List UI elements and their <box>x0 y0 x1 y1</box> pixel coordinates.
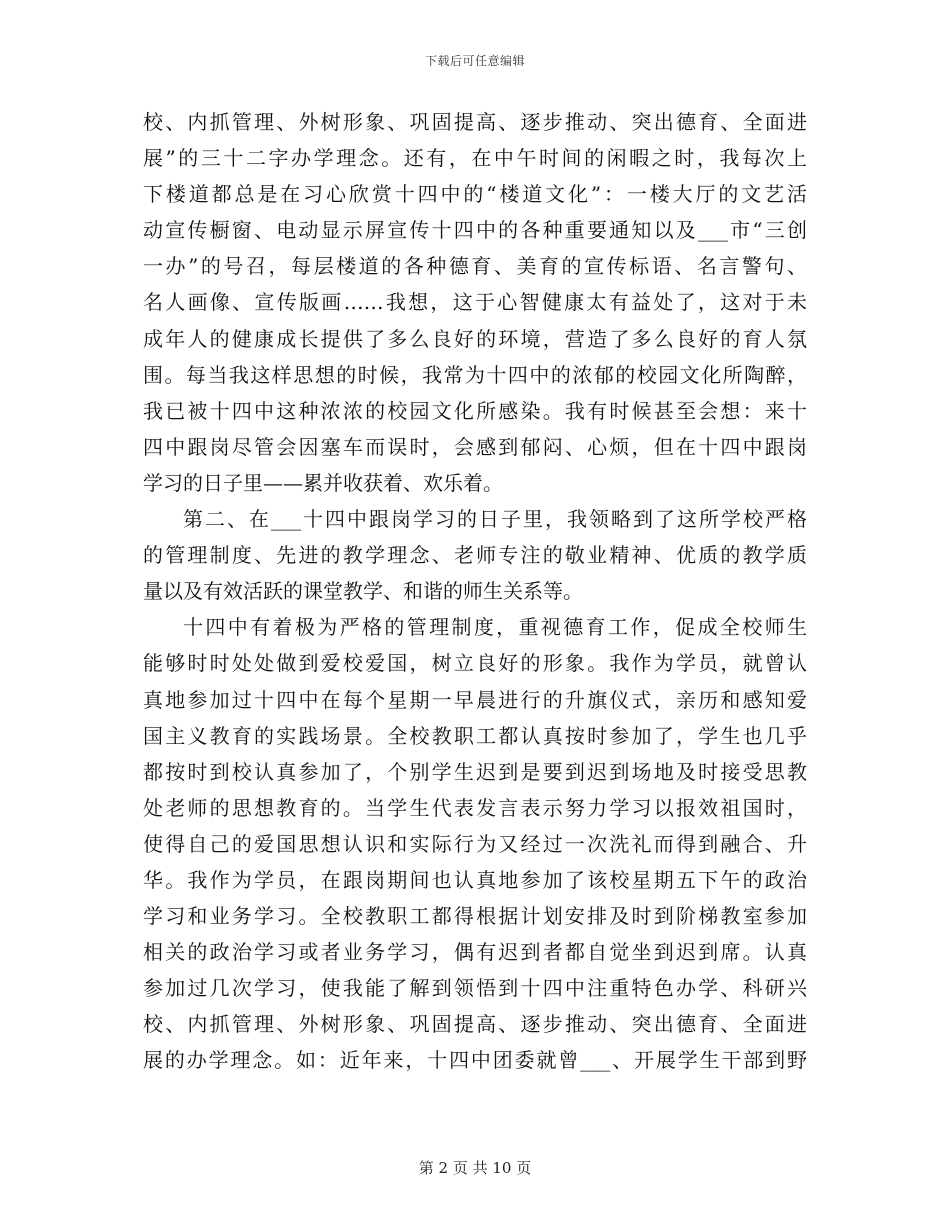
text-line: 展”的三十二字办学理念。还有，在中午时间的闲暇之时，我每次上 <box>143 146 807 171</box>
text-line: 都按时到校认真参加了，个别学生迟到是要到迟到场地及时接受思教 <box>143 759 807 784</box>
header-note: 下载后可任意编辑 <box>424 54 525 68</box>
text-line: 围。每当我这样思想的时候，我常为十四中的浓郁的校园文化所陶醉， <box>143 362 807 387</box>
page-number: 第 2 页 共 10 页 <box>418 1159 532 1177</box>
text-line: 华。我作为学员，在跟岗期间也认真地参加了该校星期五下午的政治 <box>143 867 807 892</box>
text-line: 一办”的号召，每层楼道的各种德育、美育的宣传标语、名言警句、 <box>143 254 807 279</box>
text-line: 展的办学理念。如：近年来，十四中团委就曾___、开展学生干部到野 <box>143 1048 807 1073</box>
text-line: 学习和业务学习。全校教职工都得根据计划安排及时到阶梯教室参加 <box>143 904 807 929</box>
page-footer <box>0 1157 950 1178</box>
text-line: 成年人的健康成长提供了多么良好的环境，营造了多么良好的育人氛 <box>143 326 807 351</box>
text-line: 第二、在___十四中跟岗学习的日子里，我领略到了这所学校严格 <box>183 507 807 532</box>
text-line: 量以及有效活跃的课堂教学、和谐的师生关系等。 <box>143 579 583 604</box>
text-line: 动宣传橱窗、电动显示屏宣传十四中的各种重要通知以及___市“三创 <box>143 218 807 243</box>
text-line: 校、内抓管理、外树形象、巩固提高、逐步推动、突出德育、全面进 <box>143 110 807 134</box>
text-line: 的管理制度、先进的教学理念、老师专注的敬业精神、优质的教学质 <box>143 543 807 568</box>
text-line: 校、内抓管理、外树形象、巩固提高、逐步推动、突出德育、全面进 <box>143 1012 807 1037</box>
text-line: 四中跟岗尽管会因塞车而误时，会感到郁闷、心烦，但在十四中跟岗 <box>143 434 807 459</box>
text-line: 国主义教育的实践场景。全校教职工都认真按时参加了，学生也几乎 <box>143 723 807 748</box>
page-header <box>0 52 950 69</box>
text-line: 处老师的思想教育的。当学生代表发言表示努力学习以报效祖国时， <box>143 795 807 820</box>
document-body <box>143 104 807 1079</box>
text-line: 学习的日子里——累并收获着、欢乐着。 <box>143 470 503 495</box>
text-line: 使得自己的爱国思想认识和实际行为又经过一次洗礼而得到融合、升 <box>143 831 807 856</box>
text-line: 真地参加过十四中在每个星期一早晨进行的升旗仪式，亲历和感知爱 <box>143 687 807 712</box>
text-line: 名人画像、宣传版画……我想，这于心智健康太有益处了，这对于未 <box>143 290 807 315</box>
text-line: 我已被十四中这种浓浓的校园文化所感染。我有时候甚至会想：来十 <box>143 398 807 423</box>
text-line: 十四中有着极为严格的管理制度，重视德育工作，促成全校师生 <box>183 615 807 640</box>
text-line: 能够时时处处做到爱校爱国，树立良好的形象。我作为学员，就曾认 <box>143 651 807 676</box>
text-line: 参加过几次学习，使我能了解到领悟到十四中注重特色办学、科研兴 <box>143 976 807 1001</box>
text-line: 相关的政治学习或者业务学习，偶有迟到者都自觉坐到迟到席。认真 <box>143 940 807 965</box>
text-line: 下楼道都总是在习心欣赏十四中的“楼道文化”：一楼大厅的文艺活 <box>143 182 807 207</box>
